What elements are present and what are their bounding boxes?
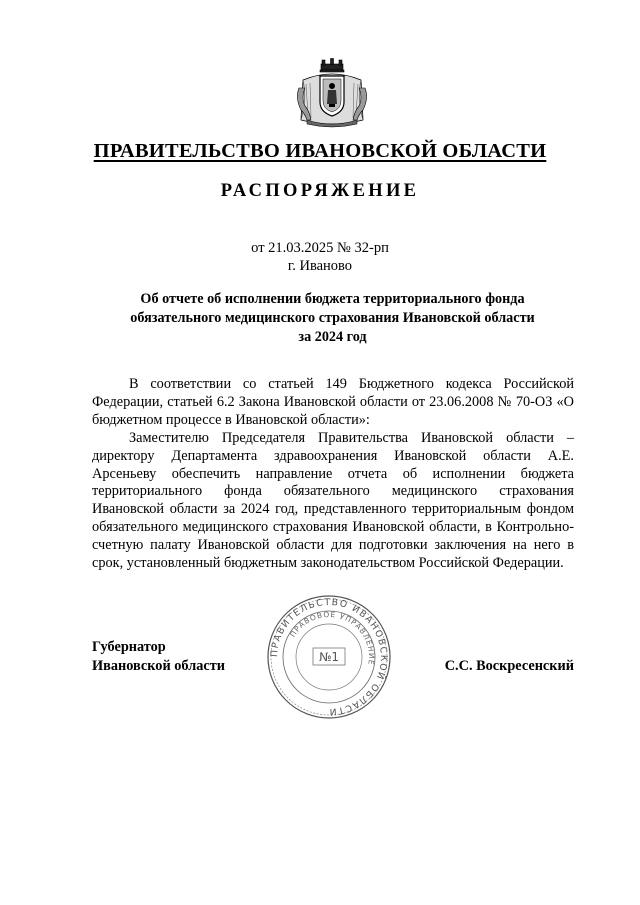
subject-line: за 2024 год bbox=[298, 329, 367, 345]
document-subject bbox=[95, 290, 570, 347]
stamp-outer-text: ПРАВИТЕЛЬСТВО ИВАНОВСКОЙ ОБЛАСТИ bbox=[268, 596, 390, 718]
document-date-number: от 21.03.2025 № 32-рп bbox=[251, 240, 389, 256]
document-type-heading: РАСПОРЯЖЕНИЕ bbox=[220, 181, 420, 201]
ivanovo-coat-of-arms-icon bbox=[293, 58, 371, 128]
signer-position bbox=[92, 638, 225, 676]
document-body bbox=[92, 376, 574, 573]
document-city: г. Иваново bbox=[287, 258, 353, 274]
official-stamp bbox=[266, 594, 392, 720]
signer-name: С.С. Воскресенский bbox=[444, 658, 574, 674]
subject-line: Об отчете об исполнении бюджета территориального фонда bbox=[140, 291, 525, 307]
body-paragraph: Заместителю Председателя Правительства Ивановской области – директору Департамента здравоохранения Ивановской области А.Е. Арсеньеву обеспечить направление отчета об исполнении бюджета территориального фонда обязательного медицинского страхования Ивановской области за 2024 год, представленного территориальным фондом обязательного медицинского страхования Ивановской области, в Контрольно-счетную палату Ивановской области для подготовки заключения на него в срок, установленный бюджетным законодательством Российской Федерации. bbox=[92, 429, 574, 572]
body-paragraph: В соответствии со статьей 149 Бюджетного кодекса Российской Федерации, статьей 6.2 Закона Ивановской области от 23.06.2008 № 70-ОЗ «О бюджетном процессе в Ивановской области»: bbox=[92, 376, 574, 428]
signer-position-line2: Ивановской области bbox=[92, 658, 225, 674]
stamp-number: №1 bbox=[318, 650, 340, 664]
government-title: ПРАВИТЕЛЬСТВО ИВАНОВСКОЙ ОБЛАСТИ bbox=[93, 140, 547, 162]
subject-line: обязательного медицинского страхования Ивановской области bbox=[130, 310, 535, 326]
signer-position-line1: Губернатор bbox=[92, 639, 166, 655]
stamp-inner-text: ПРАВОВОЕ УПРАВЛЕНИЕ bbox=[287, 609, 377, 667]
